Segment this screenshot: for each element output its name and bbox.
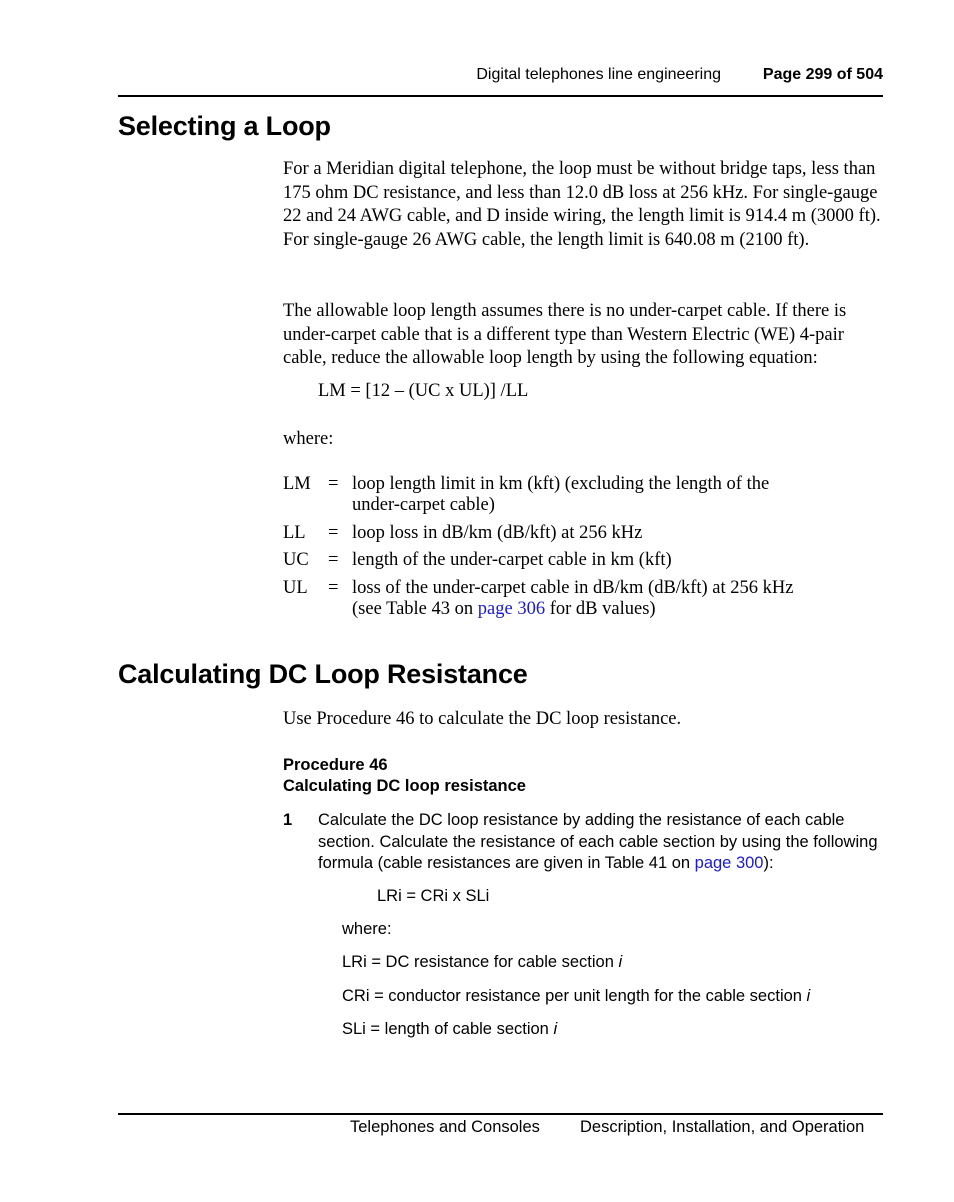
definition-equals: =: [328, 474, 339, 494]
definition-term: LL: [283, 523, 306, 543]
step-number: 1: [283, 811, 293, 829]
paragraph-under-carpet-cable: The allowable loop length assumes there is no under-carpet cable. If there is under-carpet cable that is a different type than Western Electric (WE) 4-pair cable, reduce the allowable loop length by using the following equation:: [283, 301, 847, 369]
definition-description: loop length limit in km (kft) (excluding the length of the under-carpet cable): [352, 474, 770, 515]
definition-equals: =: [328, 523, 339, 543]
definition-description: length of the under-carpet cable in km (kft): [352, 550, 672, 570]
where-label: where:: [283, 429, 334, 449]
section-heading-calculating-dc-loop: Calculating DC Loop Resistance: [118, 659, 528, 689]
paragraph-use-procedure: Use Procedure 46 to calculate the DC loop resistance.: [283, 709, 682, 729]
header-section-title: Digital telephones line engineering: [476, 66, 721, 83]
header-divider: [118, 95, 883, 97]
definition-cri: CRi = conductor resistance per unit length for the cable section i: [342, 987, 811, 1005]
section-heading-selecting-loop: Selecting a Loop: [118, 111, 331, 141]
resistance-formula: LRi = CRi x SLi: [377, 887, 490, 905]
where-label: where:: [342, 920, 392, 938]
definition-sli: SLi = length of cable section i: [342, 1020, 558, 1038]
page-header: [118, 64, 883, 86]
procedure-number: Procedure 46: [283, 756, 388, 774]
footer-publication: Telephones and Consoles: [350, 1118, 540, 1136]
definition-term: UC: [283, 550, 309, 570]
page-306-link[interactable]: page 306: [477, 599, 546, 619]
definition-description: loop loss in dB/km (dB/kft) at 256 kHz: [352, 523, 643, 543]
definition-term: LM: [283, 474, 311, 494]
page-300-link[interactable]: page 300: [694, 854, 764, 872]
procedure-title: Calculating DC loop resistance: [283, 777, 526, 795]
loop-length-equation: LM = [12 – (UC x UL)] /LL: [318, 381, 529, 401]
footer-document-title: Description, Installation, and Operation: [580, 1118, 865, 1136]
definition-term: UL: [283, 578, 308, 598]
paragraph-loop-requirements: For a Meridian digital telephone, the loop must be without bridge taps, less than 175 ohm DC resistance, and less than 12.0 dB loss at 256 kHz. For single-gauge 22 and 24 AWG cable, and D inside wiring, the length limit is 914.4 m (3000 ft). For single-gauge 26 AWG cable, the length limit is 640.08 m (2100 ft).: [283, 159, 881, 250]
definition-equals: =: [328, 578, 339, 598]
step-text: Calculate the DC loop resistance by adding the resistance of each cable section. Calculate the resistance of each cable section by using the following formula (cable resistances are given in Table 41 on page 300):: [318, 811, 878, 872]
header-page-number: Page 299 of 504: [762, 66, 883, 83]
definition-equals: =: [328, 550, 339, 570]
definition-description: loss of the under-carpet cable in dB/km (dB/kft) at 256 kHz (see Table 43 on page 306 for dB values): [352, 578, 794, 619]
definition-lri: LRi = DC resistance for cable section i: [342, 953, 623, 971]
footer-divider: [118, 1113, 883, 1115]
